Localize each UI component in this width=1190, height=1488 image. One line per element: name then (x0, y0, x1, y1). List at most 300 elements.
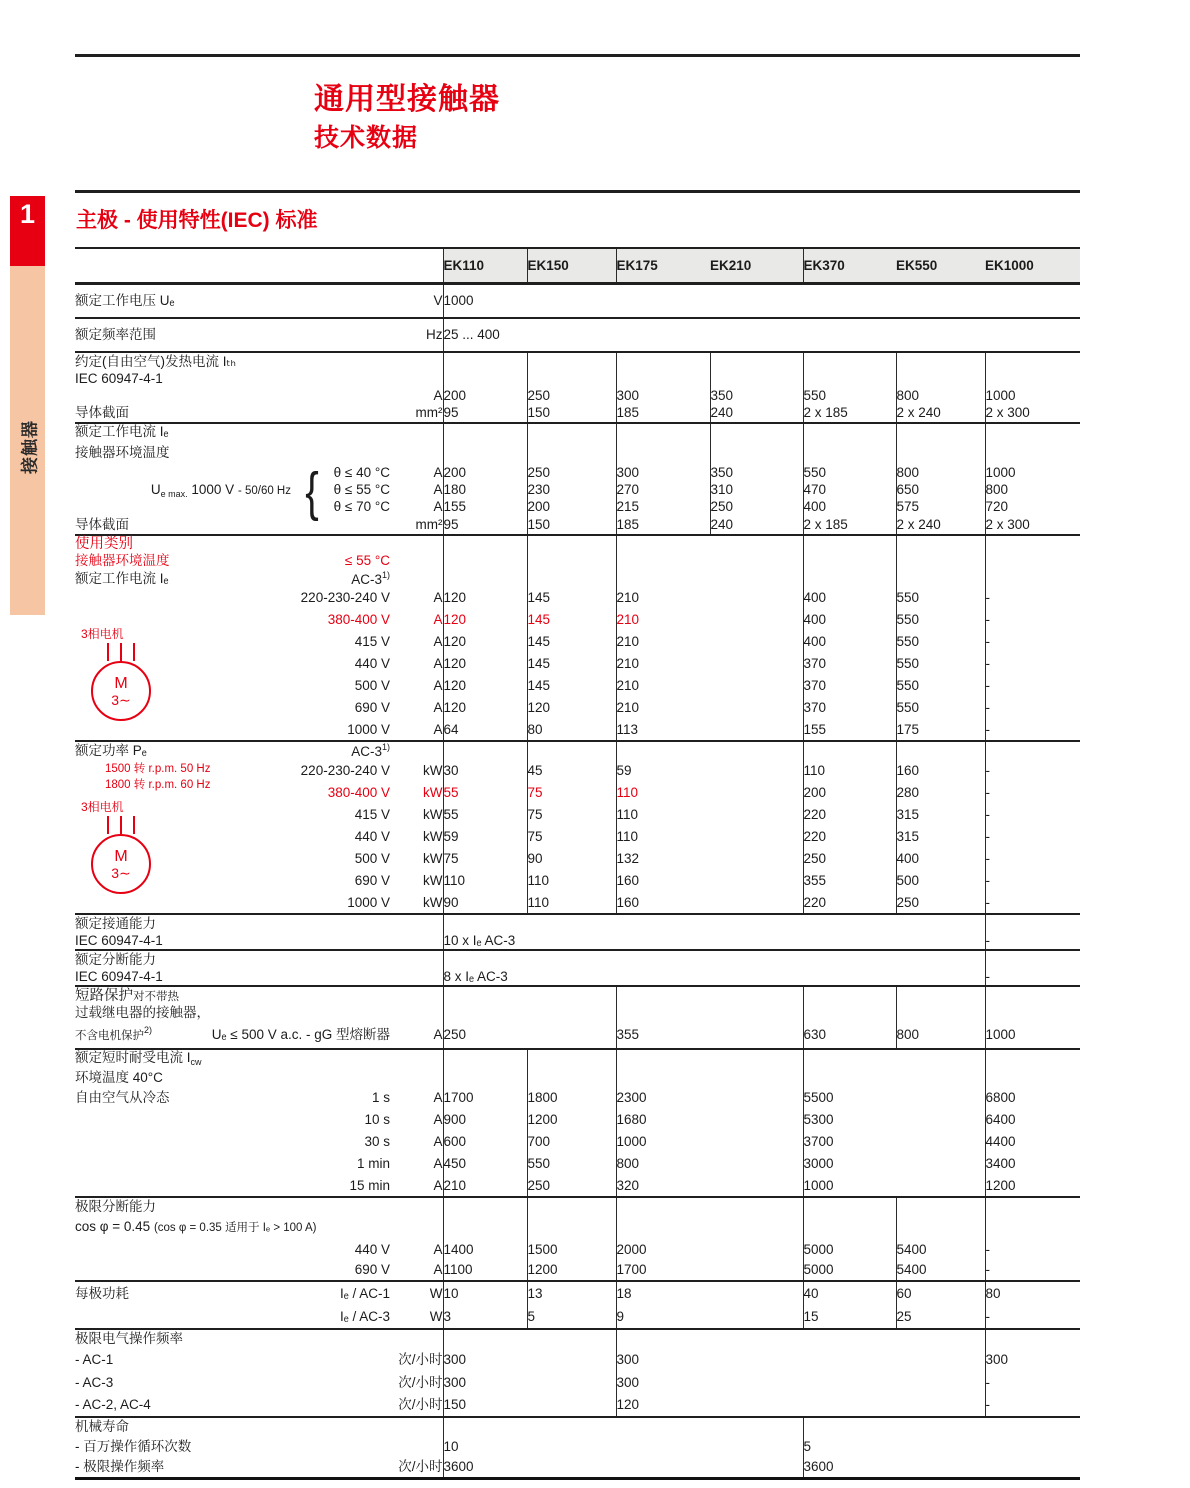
table-cell: 55 (443, 782, 527, 804)
table-cell: 90 (527, 848, 616, 870)
table-cell (527, 441, 616, 465)
table-header-row (75, 248, 1080, 284)
table-cell (616, 352, 710, 371)
row-label: 过载继电器的接触器， (75, 1005, 210, 1021)
row-unit (395, 570, 443, 588)
col-header: EK370 (803, 248, 896, 284)
table-cell: 1700 (616, 1260, 803, 1281)
table-cell: 300 (443, 1348, 616, 1371)
table-cell: - (985, 1305, 1080, 1329)
table-cell (896, 1197, 985, 1215)
table-cell: 120 (443, 653, 527, 675)
table-cell (616, 986, 803, 1005)
table-cell: 300 (443, 1371, 616, 1394)
table-cell: 150 (527, 405, 616, 423)
table-row (75, 697, 1080, 719)
table-cell: 8 x Iₑ AC-3 (443, 968, 985, 986)
table-cell: 75 (527, 826, 616, 848)
table-cell: 2 x 240 (896, 516, 985, 535)
table-cell: 210 (616, 653, 803, 675)
row-unit: A (433, 482, 443, 498)
row-unit: A (433, 1134, 443, 1150)
table-cell: 5000 (803, 1260, 896, 1281)
table-row (75, 1371, 1080, 1394)
table-cell: 215 (616, 499, 710, 516)
table-cell (896, 1005, 985, 1021)
table-cell: 5500 (803, 1087, 985, 1109)
table-cell: - (985, 631, 1080, 653)
table-cell: 800 (896, 465, 985, 482)
page-subtitle: 技术数据 (314, 124, 419, 152)
table-cell: 5 (527, 1305, 616, 1329)
table-row (75, 423, 1080, 441)
row-label: 极限电气操作频率 (75, 1329, 395, 1348)
table-row (75, 719, 1080, 741)
table-cell: 250 (710, 499, 803, 516)
table-cell (710, 423, 803, 441)
table-row (75, 516, 1080, 535)
table-cell: 120 (616, 1394, 985, 1417)
table-cell: 550 (896, 609, 985, 631)
row-label: 短路保护 (75, 987, 133, 1004)
sidebar-tab-label: 接触器 (20, 420, 39, 475)
table-cell (527, 1197, 616, 1215)
row-label: 额定频率范围 (75, 318, 395, 352)
table-cell (985, 986, 1080, 1005)
table-cell: 300 (616, 465, 710, 482)
table-cell: 450 (443, 1153, 527, 1175)
table-cell: 240 (710, 405, 803, 423)
row-unit (395, 371, 443, 388)
table-cell (803, 553, 896, 570)
table-cell: 6400 (985, 1109, 1080, 1131)
table-cell: 800 (985, 482, 1080, 499)
row-label: 自由空气从冷态 (75, 1090, 170, 1106)
table-cell: 18 (616, 1281, 803, 1305)
table-cell (616, 423, 710, 441)
row-label: 额定接通能力 (75, 914, 395, 932)
table-cell: 370 (803, 697, 896, 719)
table-cell: 1500 (527, 1239, 616, 1260)
row-condition: AC-3$^{1)}$ (351, 569, 390, 587)
table-cell: 800 (616, 1153, 803, 1175)
row-label: 690 V (354, 873, 390, 889)
row-unit: A (433, 1026, 443, 1042)
table-row (75, 804, 1080, 826)
table-cell: 200 (443, 465, 527, 482)
row-unit: A (433, 612, 443, 628)
table-cell (896, 423, 985, 441)
table-cell: 75 (527, 804, 616, 826)
table-row (75, 587, 1080, 609)
table-cell: 350 (710, 388, 803, 405)
table-cell: 210 (616, 609, 803, 631)
table-cell: - (985, 609, 1080, 631)
table-cell: - (985, 653, 1080, 675)
row-label: 30 s (364, 1134, 390, 1150)
row-unit: A (433, 590, 443, 606)
row-label: 690 V (354, 1262, 390, 1278)
table-cell (527, 352, 616, 371)
row-label: IEC 60947-4-1 (75, 932, 163, 948)
table-cell: - (985, 760, 1080, 782)
header-spacer (75, 248, 443, 284)
table-cell (803, 1005, 896, 1021)
row-label: IEC 60947-4-1 (75, 371, 163, 387)
motor-terminals (89, 643, 153, 661)
table-cell: 110 (527, 892, 616, 914)
rpm-60hz-label: 1800 转 r.p.m. 60 Hz (105, 779, 211, 792)
row-unit (395, 1197, 443, 1215)
table-row (75, 1394, 1080, 1417)
table-cell: 150 (443, 1394, 616, 1417)
table-cell: 2 x 185 (803, 405, 896, 423)
table-row (75, 1197, 1080, 1215)
row-label: 380-400 V (327, 612, 390, 628)
table-cell (527, 553, 616, 570)
table-row (75, 1329, 1080, 1348)
table-cell (616, 371, 710, 388)
table-cell (985, 352, 1080, 371)
table-cell (985, 1215, 1080, 1239)
table-cell: 155 (443, 499, 527, 516)
table-cell (616, 570, 803, 588)
table-cell: 80 (985, 1281, 1080, 1305)
row-label: 1000 V (347, 894, 390, 910)
row-label: 不含电机保护$^{2)}$ (75, 1025, 153, 1043)
table-cell (896, 986, 985, 1005)
table-cell: 600 (443, 1131, 527, 1153)
table-row (75, 1417, 1080, 1436)
table-cell: 1000 (985, 1021, 1080, 1049)
row-label: 接触器环境温度 (75, 553, 170, 569)
table-cell: 3700 (803, 1131, 985, 1153)
table-cell: - (985, 848, 1080, 870)
table-cell: 200 (803, 782, 896, 804)
table-row (75, 848, 1080, 870)
table-cell (527, 1049, 616, 1068)
table-cell: - (985, 782, 1080, 804)
table-cell (985, 553, 1080, 570)
row-unit: A (433, 656, 443, 672)
table-cell (985, 371, 1080, 388)
table-cell: 400 (896, 848, 985, 870)
table-cell: 145 (527, 587, 616, 609)
table-cell (616, 741, 803, 760)
table-cell: 180 (443, 482, 527, 499)
row-label: IEC 60947-4-1 (75, 968, 163, 984)
table-cell: 300 (985, 1348, 1080, 1371)
table-cell (616, 441, 710, 465)
table-row (75, 318, 1080, 352)
table-row (75, 1087, 1080, 1109)
row-unit (395, 950, 443, 968)
table-row (75, 1436, 1080, 1457)
table-cell: - (985, 892, 1080, 914)
table-cell (443, 1005, 616, 1021)
table-cell: 1000 (443, 284, 1080, 318)
table-cell: 60 (896, 1281, 985, 1305)
table-cell: 5 (803, 1436, 1080, 1457)
table-cell: 2 x 240 (896, 405, 985, 423)
row-unit: A (433, 465, 443, 481)
table-cell: 45 (527, 760, 616, 782)
row-label: 额定工作电流 Iₑ (75, 570, 169, 586)
table-cell (896, 1215, 985, 1239)
table-row (75, 986, 1080, 1005)
motor-icon: M 3∼ (89, 816, 153, 894)
row-label: 220-230-240 V (300, 590, 390, 606)
table-cell: 25 (896, 1305, 985, 1329)
table-cell (803, 1049, 985, 1068)
row-unit: kW (423, 873, 443, 889)
table-cell: 1000 (985, 388, 1080, 405)
col-header: EK1000 (985, 248, 1080, 284)
table-cell: 120 (443, 609, 527, 631)
table-row (75, 1131, 1080, 1153)
table-cell: 1200 (527, 1109, 616, 1131)
table-cell: 550 (803, 465, 896, 482)
table-cell: 132 (616, 848, 803, 870)
row-label: - AC-2, AC-4 (75, 1397, 151, 1413)
table-cell (803, 986, 896, 1005)
section-rule (75, 190, 1080, 193)
row-unit: kW (423, 851, 443, 867)
table-cell (527, 535, 616, 553)
spec-table (75, 247, 1080, 1480)
row-unit: 次/小时 (398, 1397, 443, 1413)
table-row (75, 968, 1080, 986)
row-unit: mm² (415, 516, 443, 532)
row-condition: Uₑ ≤ 500 V a.c. - gG 型熔断器 (211, 1026, 390, 1042)
row-unit (395, 968, 443, 986)
table-cell: 3600 (443, 1457, 803, 1478)
table-cell: 113 (616, 719, 803, 741)
top-rule (75, 54, 1080, 57)
table-cell: 250 (527, 1175, 616, 1197)
table-cell (985, 570, 1080, 588)
table-cell: 145 (527, 653, 616, 675)
table-cell: 110 (616, 826, 803, 848)
table-cell: 110 (803, 760, 896, 782)
table-cell: 5000 (803, 1239, 896, 1260)
table-cell: 220 (803, 826, 896, 848)
table-cell (896, 553, 985, 570)
table-cell: - (985, 675, 1080, 697)
row-label-note: 对不带热 (133, 990, 179, 1003)
table-cell: 1680 (616, 1109, 803, 1131)
table-row (75, 892, 1080, 914)
table-cell: - (985, 932, 1080, 950)
row-unit: W (395, 1281, 443, 1305)
table-cell (616, 1329, 985, 1348)
table-cell: 700 (527, 1131, 616, 1153)
table-cell: 1400 (443, 1239, 527, 1260)
table-row (75, 570, 1080, 588)
table-cell: 300 (616, 388, 710, 405)
table-row (75, 826, 1080, 848)
table-cell (985, 1005, 1080, 1021)
table-cell: 210 (616, 631, 803, 653)
row-unit (395, 441, 443, 465)
table-cell: 10 x Iₑ AC-3 (443, 932, 985, 950)
row-label: 接触器环境温度 (75, 444, 170, 460)
table-cell (896, 570, 985, 588)
table-cell: 1800 (527, 1087, 616, 1109)
row-unit: kW (423, 807, 443, 823)
section-number: 1 (19, 199, 36, 229)
table-cell: - (985, 1371, 1080, 1394)
table-cell: 350 (710, 465, 803, 482)
table-cell: 95 (443, 405, 527, 423)
row-unit (395, 914, 443, 932)
table-row (75, 653, 1080, 675)
table-cell (616, 1005, 803, 1021)
table-cell: 185 (616, 516, 710, 535)
table-cell (443, 423, 527, 441)
table-cell: 550 (896, 631, 985, 653)
row-label: 约定(自由空气)发热电流 Iₜₕ (75, 352, 395, 371)
table-cell: - (985, 870, 1080, 892)
row-label: 440 V (354, 656, 390, 672)
table-cell: 155 (803, 719, 896, 741)
table-cell (985, 1049, 1080, 1068)
row-label: θ ≤ 40 °C (333, 465, 390, 481)
row-unit: W (429, 1308, 443, 1324)
table-cell: 2 x 185 (803, 516, 896, 535)
row-label: 690 V (354, 700, 390, 716)
table-cell: 3000 (803, 1153, 985, 1175)
table-cell (443, 535, 527, 553)
table-row (75, 782, 1080, 804)
table-cell (527, 1215, 616, 1239)
table-cell (527, 1068, 616, 1087)
table-cell (985, 741, 1080, 760)
row-condition: Iₑ / AC-1 (339, 1285, 390, 1301)
table-cell: 10 (443, 1281, 527, 1305)
table-cell: 200 (527, 499, 616, 516)
col-header: EK550 (896, 248, 985, 284)
row-unit (395, 1329, 443, 1348)
motor-icon: M 3∼ (89, 643, 153, 721)
table-cell: 5300 (803, 1109, 985, 1131)
table-cell: 210 (616, 675, 803, 697)
table-cell: 150 (527, 516, 616, 535)
table-cell: - (985, 587, 1080, 609)
table-row (75, 609, 1080, 631)
table-cell: 250 (527, 465, 616, 482)
table-cell: 200 (443, 388, 527, 405)
table-row (75, 914, 1080, 932)
row-unit (395, 932, 443, 950)
table-cell: 59 (616, 760, 803, 782)
table-cell (443, 1215, 527, 1239)
table-cell: 900 (443, 1109, 527, 1131)
table-cell: - (985, 1394, 1080, 1417)
row-unit: A (433, 678, 443, 694)
table-cell (803, 570, 896, 588)
table-cell (803, 371, 896, 388)
table-row (75, 1153, 1080, 1175)
table-cell (443, 986, 616, 1005)
row-unit: V (433, 292, 443, 308)
table-cell: 210 (616, 587, 803, 609)
table-cell (803, 1068, 985, 1087)
table-cell: 25 ... 400 (443, 318, 1080, 352)
row-label: 导体截面 (75, 405, 129, 421)
row-label: - AC-1 (75, 1351, 114, 1367)
table-cell: 550 (896, 653, 985, 675)
row-label: 额定功率 Pₑ (75, 743, 147, 759)
table-row (75, 1260, 1080, 1281)
table-cell: 75 (443, 848, 527, 870)
table-cell: 315 (896, 826, 985, 848)
table-cell: 1000 (616, 1131, 803, 1153)
row-label: 环境温度 40°C (75, 1069, 163, 1085)
table-cell: 80 (527, 719, 616, 741)
row-label: cos φ = 0.45 (cos φ = 0.35 适用于 Iₑ > 100 A) (75, 1218, 317, 1234)
table-cell (616, 1068, 803, 1087)
table-row (75, 1049, 1080, 1068)
table-row (75, 1305, 1080, 1329)
row-unit: kW (423, 894, 443, 910)
row-label: 440 V (354, 1241, 390, 1257)
table-cell: 400 (803, 499, 896, 516)
table-cell: 145 (527, 631, 616, 653)
table-row (75, 499, 1080, 516)
table-cell (896, 741, 985, 760)
section-title: 主极 - 使用特性(IEC) 标准 (76, 209, 318, 232)
table-cell: 185 (616, 405, 710, 423)
table-cell: - (985, 968, 1080, 986)
row-unit (395, 1005, 443, 1021)
table-cell: 1100 (443, 1260, 527, 1281)
row-unit (395, 1215, 443, 1239)
row-unit (395, 1436, 443, 1457)
table-cell: 1200 (527, 1260, 616, 1281)
table-cell: - (985, 826, 1080, 848)
table-cell: 145 (527, 675, 616, 697)
row-label: Iₑ / AC-3 (339, 1308, 390, 1324)
table-cell: 230 (527, 482, 616, 499)
table-cell: 40 (803, 1281, 896, 1305)
table-cell (443, 570, 527, 588)
table-cell: 120 (443, 631, 527, 653)
table-cell: 550 (896, 697, 985, 719)
table-cell: 90 (443, 892, 527, 914)
table-cell: 160 (616, 892, 803, 914)
table-row (75, 1109, 1080, 1131)
table-cell (443, 371, 527, 388)
table-cell (985, 441, 1080, 465)
table-cell (803, 1215, 896, 1239)
table-cell: 550 (527, 1153, 616, 1175)
table-cell: 6800 (985, 1087, 1080, 1109)
table-cell (443, 553, 527, 570)
table-cell: 59 (443, 826, 527, 848)
table-cell (985, 1329, 1080, 1348)
row-unit: kW (423, 763, 443, 779)
table-cell: 250 (803, 848, 896, 870)
table-cell: 15 (803, 1305, 896, 1329)
table-cell (803, 535, 896, 553)
table-cell: 400 (803, 631, 896, 653)
table-row (75, 482, 1080, 499)
table-cell: 470 (803, 482, 896, 499)
table-cell (616, 1197, 803, 1215)
row-unit: A (433, 634, 443, 650)
row-unit: kW (423, 829, 443, 845)
